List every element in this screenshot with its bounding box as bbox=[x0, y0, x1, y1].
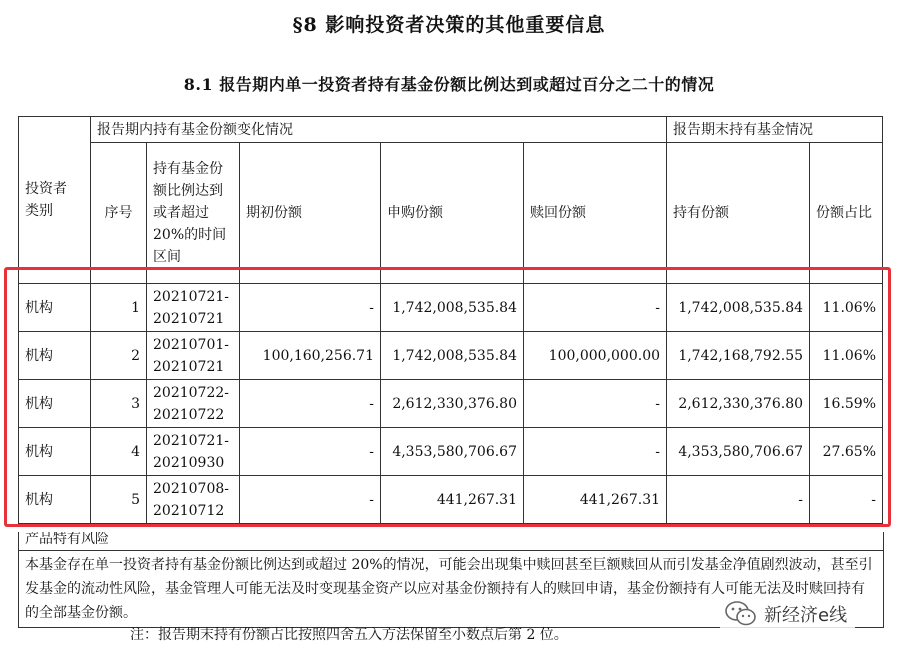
header-end-group: 报告期末持有基金情况 bbox=[667, 117, 883, 143]
cell-ratio: 11.06% bbox=[810, 284, 883, 332]
cell-period: 20210721- 20210721 bbox=[147, 284, 240, 332]
header-change-group: 报告期内持有基金份额变化情况 bbox=[91, 117, 667, 143]
cell-holding: 1,742,008,535.84 bbox=[667, 284, 810, 332]
cell-seq: 4 bbox=[91, 428, 147, 476]
cell-purchase: 441,267.31 bbox=[381, 476, 524, 524]
header-ratio: 份额占比 bbox=[810, 143, 883, 284]
table-row bbox=[19, 476, 883, 524]
cell-begin: - bbox=[240, 284, 381, 332]
cell-type: 机构 bbox=[19, 284, 91, 332]
cell-period: 20210721- 20210930 bbox=[147, 428, 240, 476]
cell-type: 机构 bbox=[19, 380, 91, 428]
wechat-icon bbox=[724, 600, 758, 628]
cell-redeem: - bbox=[524, 284, 667, 332]
footnote: 注：报告期末持有份额占比按照四舍五入方法保留至小数点后第 2 位。 bbox=[130, 627, 568, 643]
cell-seq: 3 bbox=[91, 380, 147, 428]
table-row bbox=[19, 380, 883, 428]
header-investor-type: 投资者类别 bbox=[19, 117, 91, 284]
header-holding: 持有份额 bbox=[667, 143, 810, 284]
watermark-text: 新经济e线 bbox=[764, 605, 848, 626]
cell-redeem: 441,267.31 bbox=[524, 476, 667, 524]
cell-begin: - bbox=[240, 428, 381, 476]
cell-purchase: 1,742,008,535.84 bbox=[381, 332, 524, 380]
cell-seq: 2 bbox=[91, 332, 147, 380]
risk-body: 本基金存在单一投资者持有基金份额比例达到或超过 20%的情况，可能会出现集中赎回甚至巨额赎回从而引发基金净值剧烈波动，甚至引发基金的流动性风险，基金管理人可能无法及时变现基金资产以应对基金份额持有人的赎回申请，基金份额持有人可能无法及时赎回持有的全部基金份额。 bbox=[25, 557, 873, 621]
cell-redeem: - bbox=[524, 428, 667, 476]
cell-purchase: 4,353,580,706.67 bbox=[381, 428, 524, 476]
header-seq: 序号 bbox=[91, 143, 147, 284]
cell-type: 机构 bbox=[19, 332, 91, 380]
cell-ratio: - bbox=[810, 476, 883, 524]
cell-ratio: 11.06% bbox=[810, 332, 883, 380]
cell-purchase: 2,612,330,376.80 bbox=[381, 380, 524, 428]
cell-period: 20210708- 20210712 bbox=[147, 476, 240, 524]
cell-redeem: 100,000,000.00 bbox=[524, 332, 667, 380]
cell-type: 机构 bbox=[19, 476, 91, 524]
cell-begin: - bbox=[240, 476, 381, 524]
cell-holding: 1,742,168,792.55 bbox=[667, 332, 810, 380]
watermark bbox=[720, 598, 855, 630]
cell-seq: 1 bbox=[91, 284, 147, 332]
cell-holding: 2,612,330,376.80 bbox=[667, 380, 810, 428]
cell-purchase: 1,742,008,535.84 bbox=[381, 284, 524, 332]
cell-holding: 4,353,580,706.67 bbox=[667, 428, 810, 476]
cell-period: 20210722- 20210722 bbox=[147, 380, 240, 428]
header-begin: 期初份额 bbox=[240, 143, 381, 284]
cell-begin: 100,160,256.71 bbox=[240, 332, 381, 380]
cell-ratio: 16.59% bbox=[810, 380, 883, 428]
risk-heading: 产品特有风险 bbox=[19, 532, 883, 551]
cell-seq: 5 bbox=[91, 476, 147, 524]
cell-ratio: 27.65% bbox=[810, 428, 883, 476]
holding-table bbox=[18, 116, 883, 524]
table-row bbox=[19, 332, 883, 380]
cell-period: 20210701- 20210721 bbox=[147, 332, 240, 380]
cell-type: 机构 bbox=[19, 428, 91, 476]
section-title: 8.1 报告期内单一投资者持有基金份额比例达到或超过百分之二十的情况 bbox=[183, 75, 715, 94]
page-title: §8 影响投资者决策的其他重要信息 bbox=[292, 14, 606, 36]
header-purchase: 申购份额 bbox=[381, 143, 524, 284]
cell-begin: - bbox=[240, 380, 381, 428]
table-row bbox=[19, 284, 883, 332]
table-row bbox=[19, 428, 883, 476]
header-period: 持有基金份额比例达到或者超过20%的时间区间 bbox=[147, 143, 240, 284]
header-redeem: 赎回份额 bbox=[524, 143, 667, 284]
cell-redeem: - bbox=[524, 380, 667, 428]
cell-holding: - bbox=[667, 476, 810, 524]
